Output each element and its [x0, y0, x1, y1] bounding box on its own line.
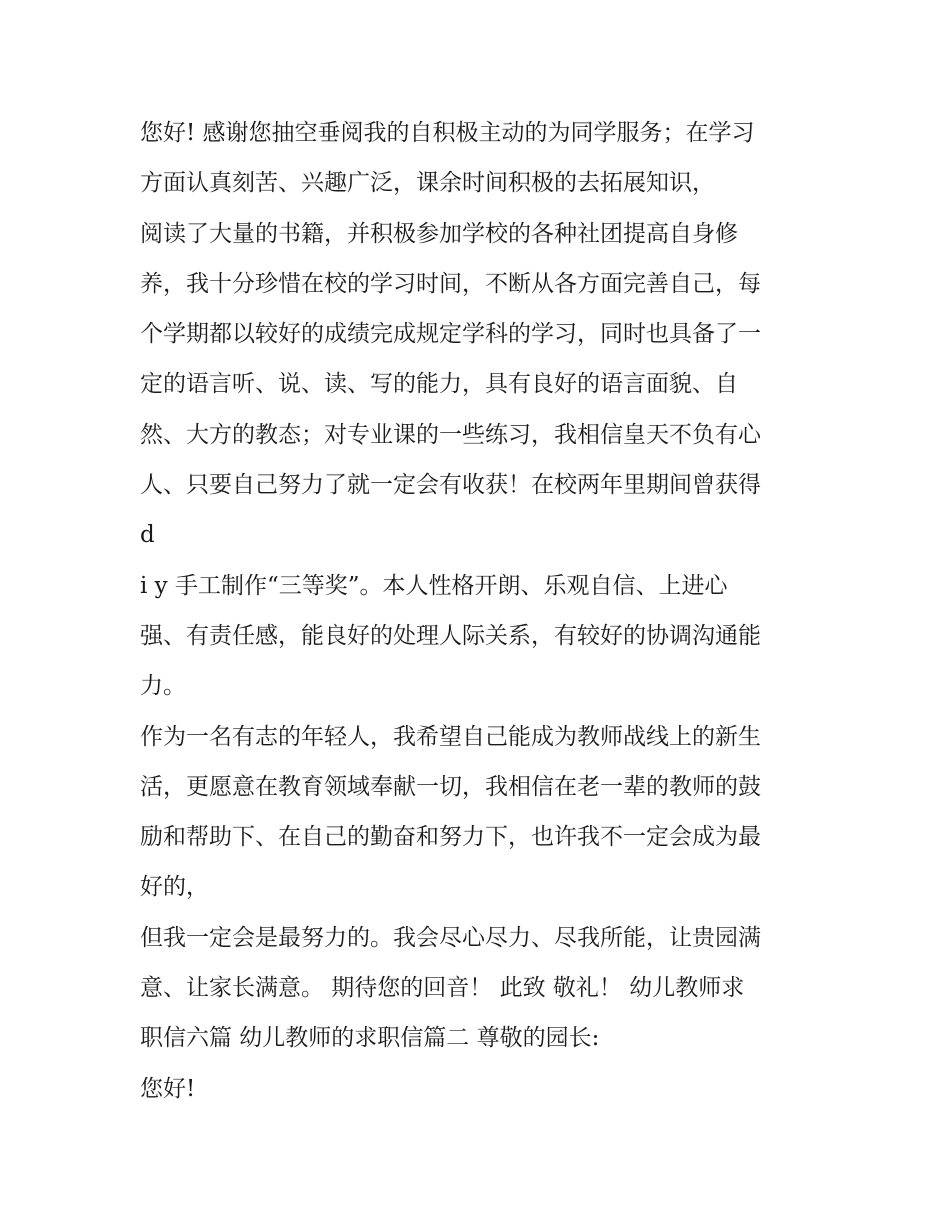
- text-line: 强、有责任感，能良好的处理人际关系，有较好的协调沟通能: [140, 622, 761, 649]
- text-line: 定的语言听、说、读、写的能力，具有良好的语言面貌、自: [140, 371, 738, 398]
- text-line: 但我一定会是最努力的。我会尽心尽力、尽我所能，让贵园满: [140, 924, 761, 951]
- text-line: i y 手工制作“三等奖”。本人性格开朗、乐观自信、上进心: [140, 572, 728, 599]
- text-line: 作为一名有志的年轻人，我希望自己能成为教师战线上的新生: [140, 723, 761, 750]
- text-line: 阅读了大量的书籍，并积极参加学校的各种社团提高自身修: [140, 220, 738, 247]
- text-line: 励和帮助下、在自己的勤奋和努力下，也许我不一定会成为最: [140, 824, 761, 851]
- text-line: 好的，: [140, 874, 209, 901]
- text-line: 职信六篇 幼儿教师的求职信篇二 尊敬的园长:: [140, 1025, 600, 1052]
- text-line: 您好! 感谢您抽空垂阅我的自积极主动的为同学服务；在学习: [140, 120, 755, 146]
- text-line: 人、只要自己努力了就一定会有收获！在校两年里期间曾获得: [140, 472, 761, 499]
- text-line: d: [140, 522, 155, 549]
- text-line: 您好!: [140, 1075, 196, 1102]
- text-line: 意、让家长满意。 期待您的回音！ 此致 敬礼！ 幼儿教师求: [140, 975, 745, 1002]
- text-line: 然、大方的教态；对专业课的一些练习，我相信皇天不负有心: [140, 421, 761, 448]
- text-line: 方面认真刻苦、兴趣广泛，课余时间积极的去拓展知识，: [140, 170, 715, 197]
- text-line: 养，我十分珍惜在校的学习时间，不断从各方面完善自己，每: [140, 270, 761, 297]
- text-line: 活，更愿意在教育领域奉献一切，我相信在老一辈的教师的鼓: [140, 773, 761, 800]
- text-line: 个学期都以较好的成绩完成规定学科的学习，同时也具备了一: [140, 321, 761, 348]
- text-line: 力。: [140, 673, 186, 700]
- letter-body: [140, 108, 820, 1114]
